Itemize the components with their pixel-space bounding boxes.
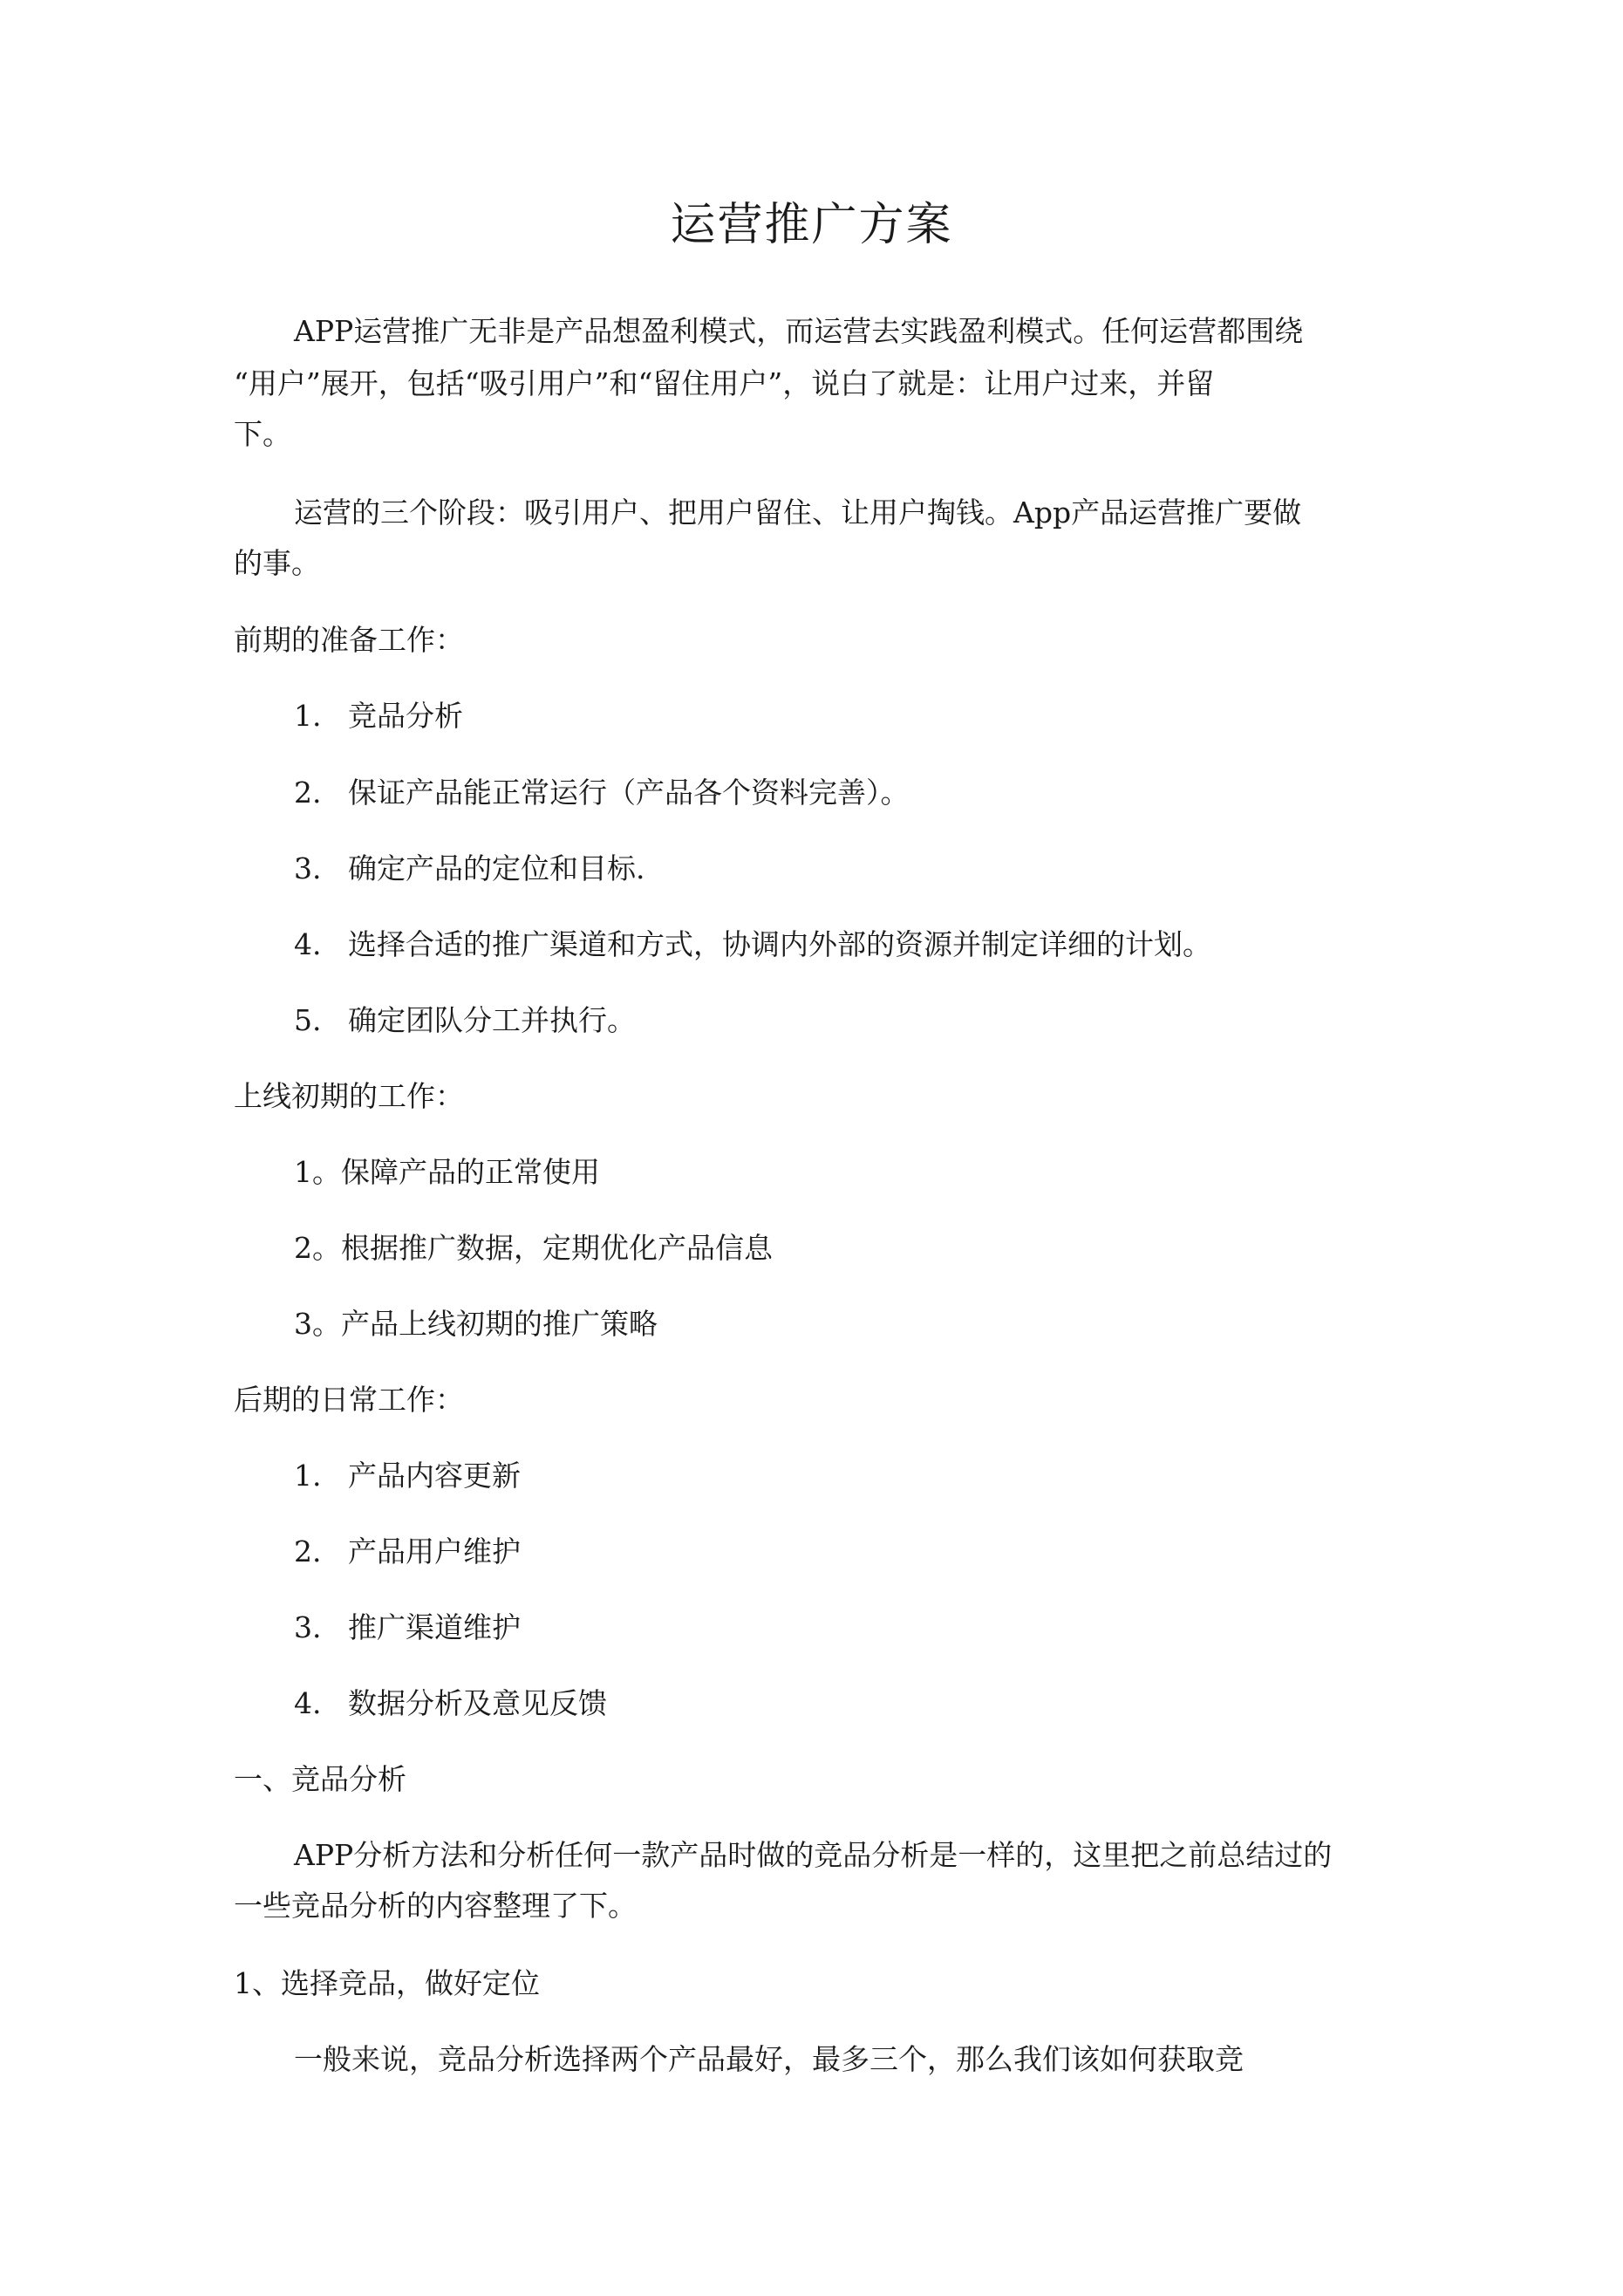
section-heading: 一、竞品分析 <box>234 1762 406 1796</box>
list-number: 3. <box>294 851 322 885</box>
prep-heading: 前期的准备工作： <box>234 623 464 657</box>
launch-item: 1。保障产品的正常使用 <box>294 1155 600 1189</box>
list-text: 产品用户维护 <box>348 1534 521 1568</box>
list-number: 2. <box>294 776 322 810</box>
subsection-heading: 1、选择竞品，做好定位 <box>234 1966 540 2000</box>
section-para-line-2: 一些竞品分析的内容整理了下。 <box>234 1889 637 1923</box>
section-para-line-1: APP分析方法和分析任何一款产品时做的竞品分析是一样的，这里把之前总结过的 <box>294 1838 1333 1872</box>
list-text: 产品内容更新 <box>348 1459 521 1493</box>
later-item <box>294 1607 521 1649</box>
prep-item <box>294 772 910 814</box>
intro-line-1: APP运营推广无非是产品想盈利模式，而运营去实践盈利模式。任何运营都围绕 <box>294 314 1304 348</box>
later-heading: 后期的日常工作： <box>234 1383 464 1417</box>
intro-line-2: “用户”展开，包括“吸引用户”和“留住用户”，说白了就是：让用户过来，并留 <box>234 366 1215 400</box>
launch-item: 3。产品上线初期的推广策略 <box>294 1307 658 1341</box>
list-text: 竞品分析 <box>348 699 463 733</box>
stages-line-1: 运营的三个阶段：吸引用户、把用户留住、让用户掏钱。App产品运营推广要做 <box>294 495 1302 530</box>
intro-line-3: 下。 <box>234 417 291 451</box>
prep-item <box>294 848 645 890</box>
prep-item <box>294 924 1211 966</box>
list-number: 2. <box>294 1534 322 1568</box>
launch-heading: 上线初期的工作： <box>234 1079 464 1113</box>
list-text: 数据分析及意见反馈 <box>348 1686 607 1720</box>
later-item <box>294 1531 521 1573</box>
later-item <box>294 1455 521 1497</box>
list-text: 选择合适的推广渠道和方式，协调内外部的资源并制定详细的计划。 <box>348 927 1211 961</box>
list-text: 确定团队分工并执行。 <box>348 1003 636 1037</box>
list-number: 4. <box>294 927 322 961</box>
list-number: 1. <box>294 699 322 733</box>
subsection-para: 一般来说，竞品分析选择两个产品最好，最多三个，那么我们该如何获取竞 <box>294 2042 1244 2076</box>
prep-item <box>294 1000 636 1042</box>
document-title: 运营推广方案 <box>670 199 953 251</box>
launch-item: 2。根据推广数据，定期优化产品信息 <box>294 1231 773 1265</box>
later-item <box>294 1683 607 1725</box>
list-number: 4. <box>294 1686 322 1720</box>
list-number: 5. <box>294 1003 322 1037</box>
list-number: 1. <box>294 1459 322 1493</box>
list-text: 保证产品能正常运行（产品各个资料完善）。 <box>348 776 910 810</box>
stages-line-2: 的事。 <box>234 546 320 580</box>
list-text: 推广渠道维护 <box>348 1610 521 1644</box>
prep-item <box>294 695 463 737</box>
list-text: 确定产品的定位和目标. <box>348 851 645 885</box>
list-number: 3. <box>294 1610 322 1644</box>
